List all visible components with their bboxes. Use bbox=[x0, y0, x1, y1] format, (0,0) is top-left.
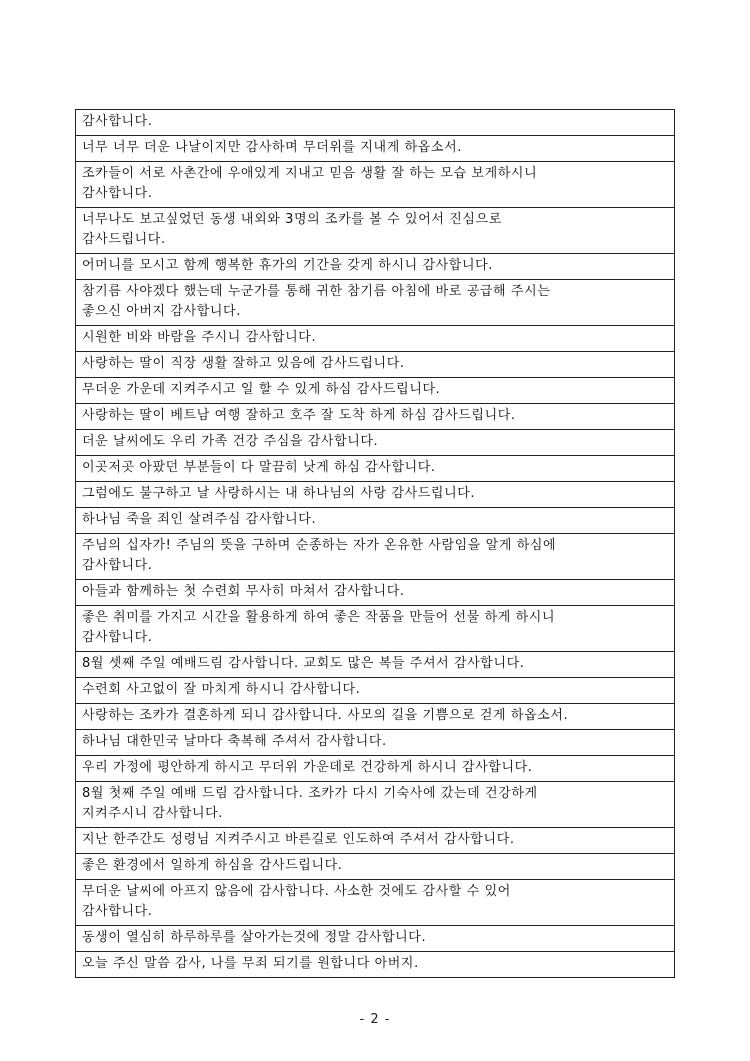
gratitude-table bbox=[75, 109, 675, 978]
table-row bbox=[76, 652, 675, 678]
table-row bbox=[76, 756, 675, 782]
gratitude-entry: 좋은 환경에서 일하게 하심을 감사드립니다. bbox=[76, 854, 675, 880]
table-row bbox=[76, 730, 675, 756]
gratitude-entry: 어머니를 모시고 함께 행복한 휴가의 기간을 갖게 하시니 감사합니다. bbox=[76, 254, 675, 280]
gratitude-entry: 너무 너무 더운 나날이지만 감사하며 무더위를 지내게 하옵소서. bbox=[76, 136, 675, 162]
table-row bbox=[76, 854, 675, 880]
gratitude-entry: 참기름 사야겠다 했는데 누군가를 통해 귀한 참기름 아침에 바로 공급해 주시는 좋으신 아버지 감사합니다. bbox=[76, 280, 675, 326]
gratitude-entry: 무더운 가운데 지켜주시고 일 할 수 있게 하심 감사드립니다. bbox=[76, 378, 675, 404]
gratitude-entry: 더운 날씨에도 우리 가족 건강 주심을 감사합니다. bbox=[76, 430, 675, 456]
table-row bbox=[76, 254, 675, 280]
gratitude-entry: 아들과 함께하는 첫 수련회 무사히 마쳐서 감사합니다. bbox=[76, 580, 675, 606]
table-row bbox=[76, 704, 675, 730]
table-row bbox=[76, 828, 675, 854]
gratitude-entry: 지난 한주간도 성령님 지켜주시고 바른길로 인도하여 주셔서 감사합니다. bbox=[76, 828, 675, 854]
table-row bbox=[76, 782, 675, 828]
table-row bbox=[76, 280, 675, 326]
table-row bbox=[76, 162, 675, 208]
table-row bbox=[76, 926, 675, 952]
gratitude-entry: 수련회 사고없이 잘 마치게 하시니 감사합니다. bbox=[76, 678, 675, 704]
table-row bbox=[76, 352, 675, 378]
gratitude-entry: 조카들이 서로 사촌간에 우애있게 지내고 믿음 생활 잘 하는 모습 보게하시니 감사합니다. bbox=[76, 162, 675, 208]
table-row bbox=[76, 880, 675, 926]
gratitude-entry: 하나님 대한민국 날마다 축복해 주셔서 감사합니다. bbox=[76, 730, 675, 756]
table-row bbox=[76, 110, 675, 136]
gratitude-entry: 주님의 십자가! 주님의 뜻을 구하며 순종하는 자가 온유한 사람임을 알게 하심에 감사합니다. bbox=[76, 534, 675, 580]
table-row bbox=[76, 136, 675, 162]
gratitude-entry: 이곳저곳 아팠던 부분들이 다 말끔히 낫게 하심 감사합니다. bbox=[76, 456, 675, 482]
table-row bbox=[76, 606, 675, 652]
gratitude-entry: 8월 셋째 주일 예배드림 감사합니다. 교회도 많은 복들 주셔서 감사합니다. bbox=[76, 652, 675, 678]
table-row bbox=[76, 508, 675, 534]
gratitude-entry: 동생이 열심히 하루하루를 살아가는것에 정말 감사합니다. bbox=[76, 926, 675, 952]
gratitude-entry: 좋은 취미를 가지고 시간을 활용하게 하여 좋은 작품을 만들어 선물 하게 하시니 감사합니다. bbox=[76, 606, 675, 652]
page-number: - 2 - bbox=[359, 1012, 391, 1027]
table-row bbox=[76, 378, 675, 404]
table-row bbox=[76, 678, 675, 704]
table-row bbox=[76, 456, 675, 482]
gratitude-entry: 시원한 비와 바람을 주시니 감사합니다. bbox=[76, 326, 675, 352]
table-row bbox=[76, 208, 675, 254]
gratitude-entry: 8월 첫째 주일 예배 드림 감사합니다. 조카가 다시 기숙사에 갔는데 건강하게 지켜주시니 감사합니다. bbox=[76, 782, 675, 828]
gratitude-entry: 너무나도 보고싶었던 동생 내외와 3명의 조카를 볼 수 있어서 진심으로 감사드립니다. bbox=[76, 208, 675, 254]
table-row bbox=[76, 952, 675, 978]
table-row bbox=[76, 482, 675, 508]
table-row bbox=[76, 430, 675, 456]
gratitude-entry: 우리 가정에 평안하게 하시고 무더위 가운데로 건강하게 하시니 감사합니다. bbox=[76, 756, 675, 782]
gratitude-entry: 오늘 주신 말씀 감사, 나를 무죄 되기를 원합니다 아버지. bbox=[76, 952, 675, 978]
gratitude-entry: 사랑하는 딸이 직장 생활 잘하고 있음에 감사드립니다. bbox=[76, 352, 675, 378]
table-row bbox=[76, 580, 675, 606]
gratitude-entry: 무더운 날씨에 아프지 않음에 감사합니다. 사소한 것에도 감사할 수 있어 감사합니다. bbox=[76, 880, 675, 926]
gratitude-entry: 감사합니다. bbox=[76, 110, 675, 136]
table-row bbox=[76, 404, 675, 430]
gratitude-entry: 사랑하는 조카가 결혼하게 되니 감사합니다. 사모의 길을 기쁨으로 걷게 하옵소서. bbox=[76, 704, 675, 730]
gratitude-table-body bbox=[76, 110, 675, 978]
table-row bbox=[76, 534, 675, 580]
gratitude-entry: 그럼에도 불구하고 날 사랑하시는 내 하나님의 사랑 감사드립니다. bbox=[76, 482, 675, 508]
gratitude-entry: 사랑하는 딸이 베트남 여행 잘하고 호주 잘 도착 하게 하심 감사드립니다. bbox=[76, 404, 675, 430]
gratitude-entry: 하나님 죽을 죄인 살려주심 감사합니다. bbox=[76, 508, 675, 534]
table-row bbox=[76, 326, 675, 352]
